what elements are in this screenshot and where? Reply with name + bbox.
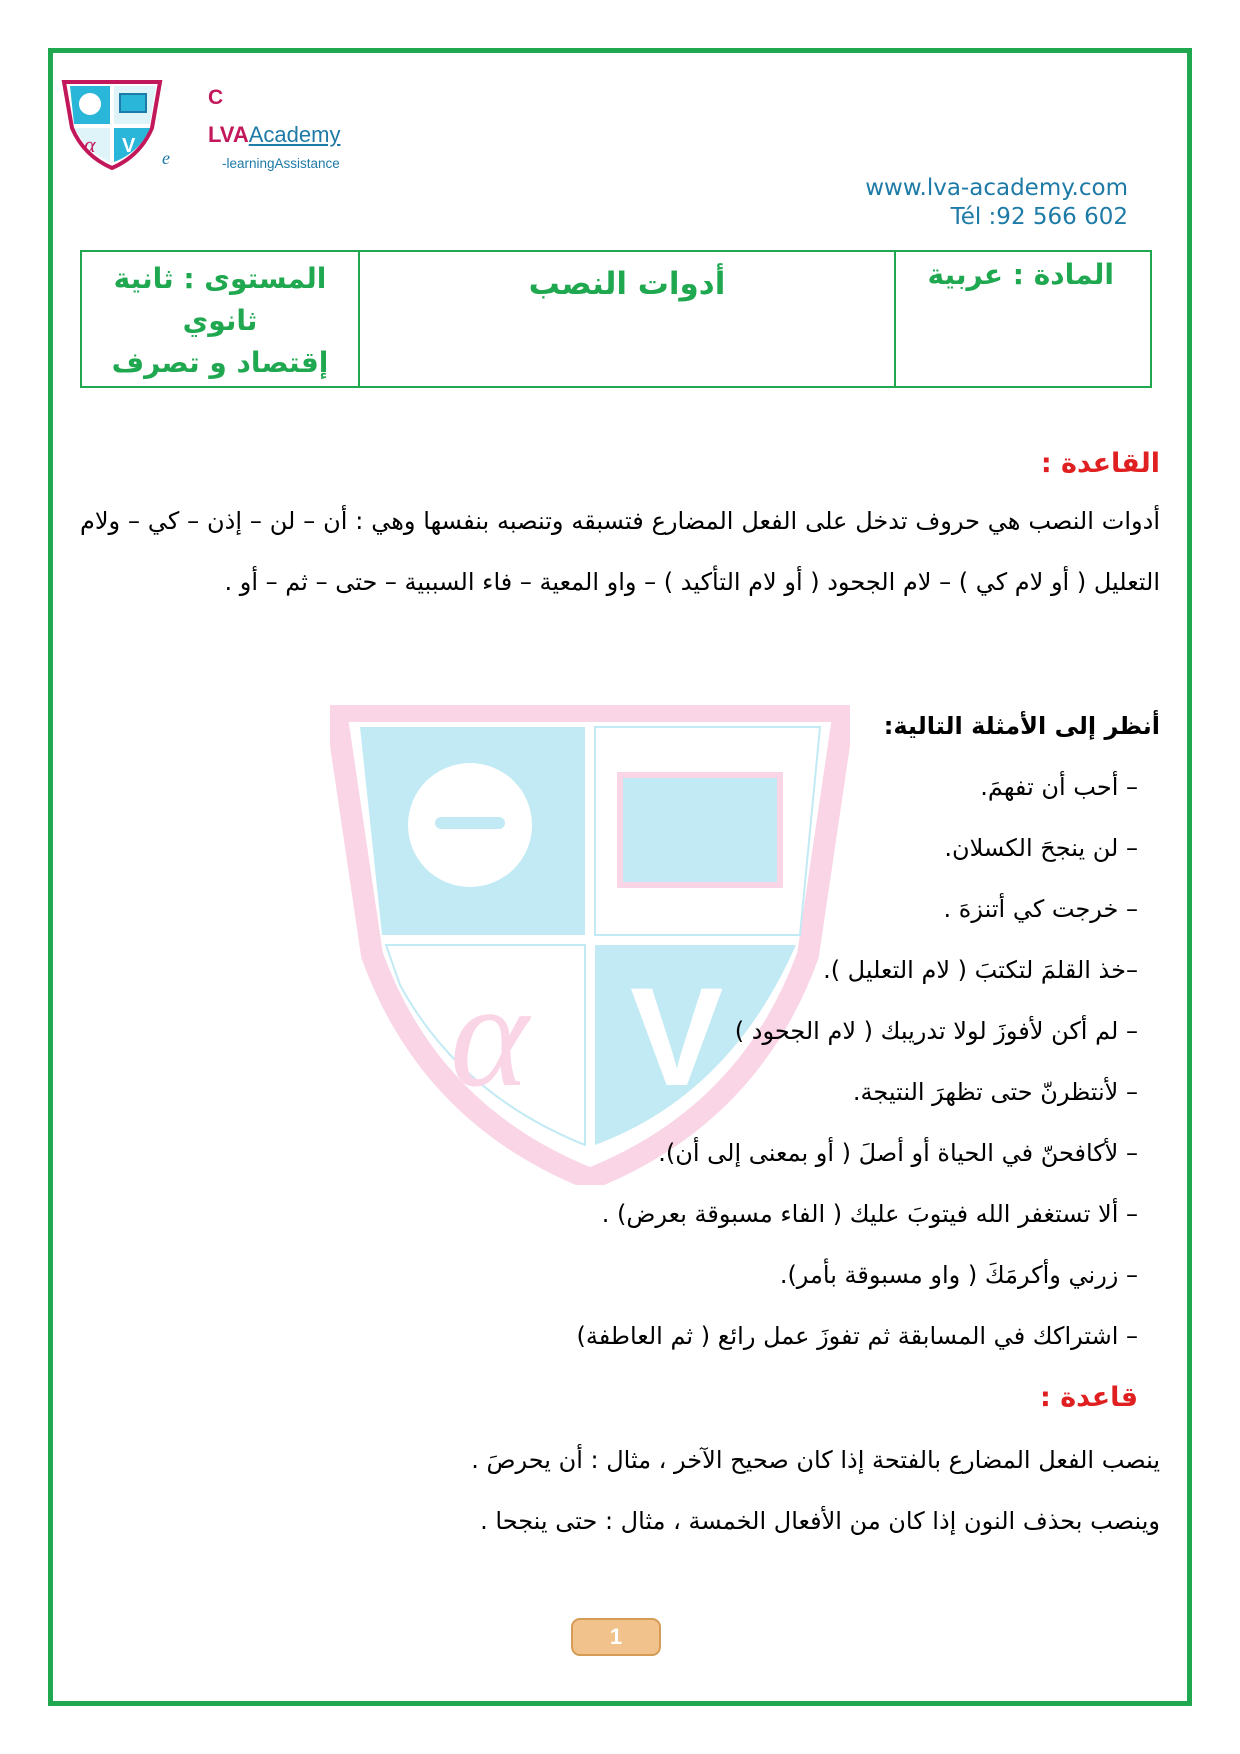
list-item: – لأكافحنّ في الحياة أو أصلَ ( أو بمعنى إلى أن). bbox=[658, 1139, 1138, 1167]
second-rule-section bbox=[80, 1374, 1160, 1552]
second-rule-heading: قاعدة : bbox=[1040, 1382, 1138, 1413]
list-item: – أحب أن تفهمَ. bbox=[980, 773, 1138, 801]
level-line-2: ثانوي bbox=[182, 304, 258, 337]
logo-tagline: -learningAssistance bbox=[222, 156, 340, 171]
list-item: – زرني وأكرمَكَ ( واو مسبوقة بأمر). bbox=[779, 1261, 1138, 1289]
examples-section bbox=[80, 696, 1160, 1367]
level-line-1: المستوى : ثانية bbox=[113, 262, 327, 295]
svg-text:V: V bbox=[630, 958, 724, 1115]
list-item: –خذ القلمَ لتكتبَ ( لام التعليل ). bbox=[823, 956, 1138, 984]
svg-text:V: V bbox=[122, 135, 136, 157]
list-item: – خرجت كي أتنزهَ . bbox=[943, 895, 1138, 923]
subject-cell: المادة : عربية bbox=[894, 252, 1150, 386]
logo-name bbox=[208, 122, 340, 148]
phone-number: Tél :92 566 602 bbox=[950, 204, 1128, 230]
list-item: – ألا تستغفر الله فيتوبَ عليك ( الفاء مسبوقة بعرض) . bbox=[601, 1200, 1138, 1228]
website-link[interactable]: www.lva-academy.com bbox=[865, 175, 1128, 201]
rule-section bbox=[80, 448, 1160, 613]
logo-letter-c: C bbox=[208, 86, 224, 109]
list-item: – لم أكن لأفوزَ لولا تدريبك ( لام الجحود ) bbox=[734, 1017, 1138, 1045]
info-table bbox=[80, 250, 1152, 388]
rule-heading: القاعدة : bbox=[1040, 448, 1160, 479]
rule-paragraph: أدوات النصب هي حروف تدخل على الفعل المضارع فتسبقه وتنصبه بنفسها وهي : أن – لن – إذن – كي – ولام التعليل ( أو لام كي ) – لام الجحود ( أو لام التأكيد ) – واو المعية – فاء السببية – حتى – ثم – أو . bbox=[80, 507, 1160, 596]
second-rule-line-2: وينصب بحذف النون إذا كان من الأفعال الخمسة ، مثال : حتى ينجحا . bbox=[480, 1507, 1160, 1535]
second-rule-line-1: ينصب الفعل المضارع بالفتحة إذا كان صحيح الآخر ، مثال : أن يحرصَ . bbox=[471, 1446, 1160, 1474]
svg-text:α: α bbox=[84, 132, 96, 157]
contact-block bbox=[865, 174, 1128, 232]
svg-text:α: α bbox=[450, 952, 529, 1118]
examples-heading: أنظر إلى الأمثلة التالية: bbox=[883, 712, 1160, 740]
list-item: – لن ينجحَ الكسلان. bbox=[944, 834, 1138, 862]
page-number: 1 bbox=[571, 1618, 661, 1656]
logo-lva: LVA bbox=[208, 122, 249, 147]
list-item: – لأنتظرنّ حتى تظهرَ النتيجة. bbox=[852, 1078, 1138, 1106]
level-cell bbox=[82, 252, 358, 386]
list-item: – اشتراكك في المسابقة ثم تفوزَ عمل رائع ( ثم العاطفة) bbox=[576, 1322, 1138, 1350]
logo-letter-e: e bbox=[162, 148, 170, 168]
lva-logo-icon bbox=[60, 78, 164, 170]
logo-academy: Academy bbox=[248, 122, 341, 147]
level-line-3: إقتصاد و تصرف bbox=[111, 346, 329, 379]
lesson-title: أدوات النصب bbox=[358, 252, 894, 386]
